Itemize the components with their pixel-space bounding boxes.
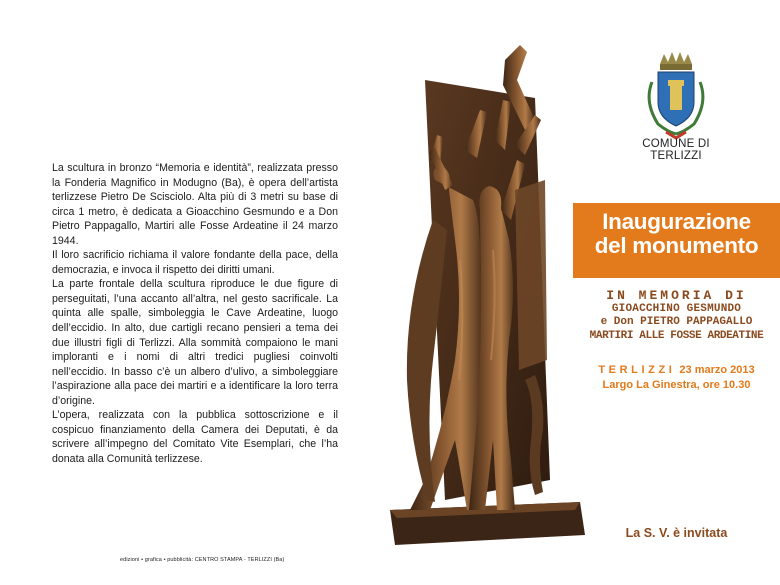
printer-credits: edizioni • grafica • pubblicità: CENTRO STAMPA - TERLIZZI (Ba) bbox=[120, 557, 285, 563]
banner-title-line2: del monumento bbox=[594, 233, 759, 258]
dedication-line3: e Don PIETRO PAPPAGALLO bbox=[600, 316, 753, 328]
event-place: Largo La Ginestra, ore 10.30 bbox=[602, 379, 751, 391]
event-date-line bbox=[573, 364, 780, 376]
banner-title-line1: Inaugurazione bbox=[602, 209, 751, 234]
banner-title bbox=[573, 210, 780, 258]
sculpture-image bbox=[385, 40, 585, 545]
dedication-line1: IN MEMORIA DI bbox=[606, 288, 747, 303]
event-city: TERLIZZI bbox=[598, 364, 676, 376]
title-banner bbox=[573, 203, 780, 278]
paragraph-3: La parte frontale della scultura riproduce le due figure di perseguitati, l’una accanto all’altra, nel gesto sacrificale. La quinta alle spalle, simboleggia le Cave Ardeatine, luogo dell’eccidio. In alto, due cartigli recano pensieri a tema dei due illustri figli di Terlizzi. Alla sommità compaiono le mani imploranti e i nomi di altri tredici pugliesi coinvolti nell’eccidio. In basso c’è un albero d’ulivo, a simboleggiare l’aspirazione alla pace dei martiri e a identificare la loro terra d’origine. bbox=[52, 278, 338, 407]
paragraph-1: La scultura in bronzo “Memoria e identità”, realizzata presso la Fonderia Magnifico in Modugno (Ba), è opera dell’artista terlizzese Pietro De Scisciolo. Alta più di 3 metri su base di circa 1 metro, è dedicata a Gioacchino Gesmundo e a Don Pietro Pappagallo, Martiri alle Fosse Ardeatine il 24 marzo 1944. bbox=[52, 162, 338, 247]
description-text bbox=[52, 161, 338, 466]
municipality-name: COMUNE DI TERLIZZI bbox=[642, 138, 710, 162]
coat-of-arms-icon bbox=[638, 52, 714, 140]
paragraph-4: L’opera, realizzata con la pubblica sottoscrizione e il cospicuo finanziamento della Camera dei Deputati, è da scrivere all’impegno del Comitato Vite Esemplari, che l’ha donata alla Comunità terlizzese. bbox=[52, 409, 338, 465]
dedication-line4: MARTIRI ALLE FOSSE ARDEATINE bbox=[589, 329, 764, 342]
dedication-line2: GIOACCHINO GESMUNDO bbox=[611, 302, 742, 315]
dedication-block bbox=[573, 289, 780, 343]
paragraph-2: Il loro sacrificio richiama il valore fondante della pace, della democrazia, e invoca il rispetto dei diritti umani. bbox=[52, 249, 338, 276]
invitation-text: La S. V. è invitata bbox=[625, 526, 728, 540]
event-date: 23 marzo 2013 bbox=[679, 364, 755, 376]
